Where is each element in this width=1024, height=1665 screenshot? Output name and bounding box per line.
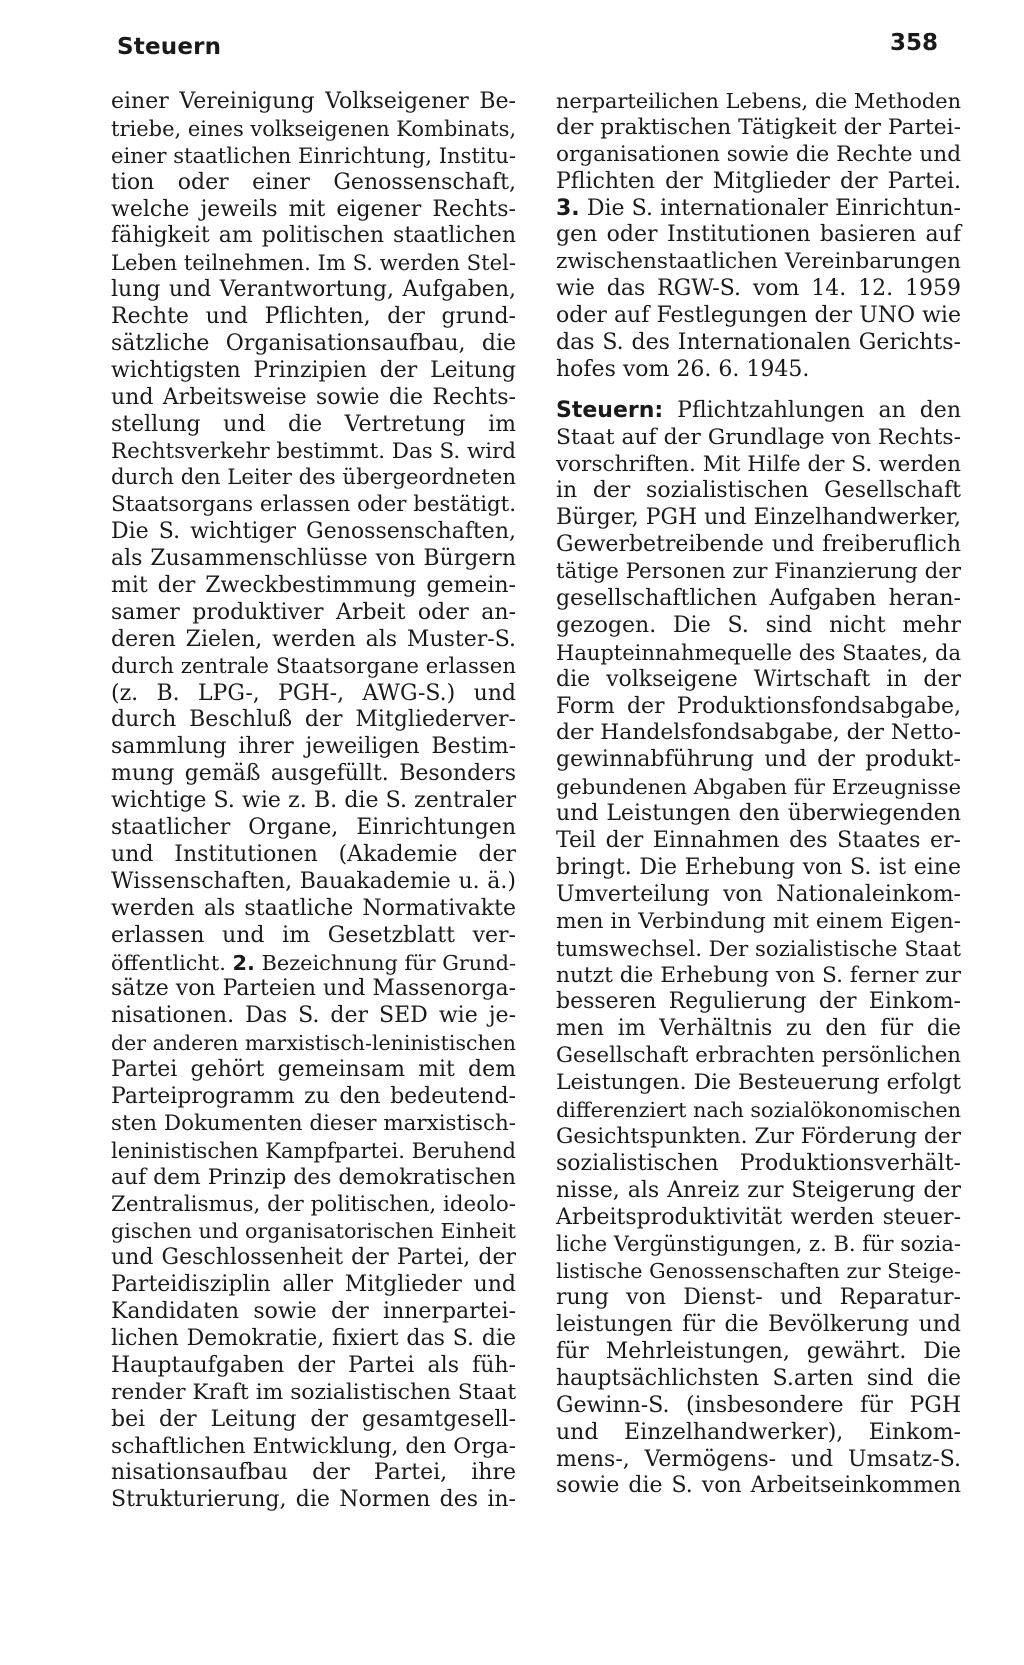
text-line: staatlicher Organe, Einrichtungen [111, 815, 516, 841]
text-line: öffentlicht. 2. Bezeichnung für Grund- [111, 950, 516, 975]
text-line: nisse, als Anreiz zur Steigerung der [556, 1177, 961, 1203]
text-line: men im Verhältnis zu den für die [556, 1016, 961, 1042]
text-line: (z. B. LPG-, PGH-, AWG-S.) und [111, 680, 516, 706]
text-line: und Arbeitsweise sowie die Rechts- [111, 384, 516, 410]
text-line: oder auf Festlegungen der UNO wie [556, 303, 961, 329]
text-line: einer staatlichen Einrichtung, Institu- [111, 142, 516, 168]
text-line: fähigkeit am politischen staatlichen [111, 223, 516, 249]
text-line: sowie die S. von Arbeitseinkommen [556, 1473, 961, 1499]
text-line: men in Verbindung mit einem Eigen- [556, 908, 961, 934]
text-line: lichen Demokratie, fixiert das S. die [111, 1325, 516, 1351]
text-line: und Leistungen den überwiegenden [556, 801, 961, 827]
text-line: tätige Personen zur Finanzierung der [556, 559, 962, 585]
text-line: einer Vereinigung Volkseigener Be- [111, 89, 516, 114]
text-line: nisationen. Das S. der SED wie je- [111, 1003, 516, 1029]
text-line: triebe, eines volkseigenen Kombinats, [111, 116, 517, 141]
text-line: lung und Verantwortung, Aufgaben, [111, 277, 516, 303]
text-line: 3. Die S. internationaler Einrichtun- [556, 195, 961, 221]
text-line: erlassen und im Gesetzblatt ver- [111, 922, 516, 948]
text-line: Form der Produktionsfondsabgabe, [556, 693, 961, 719]
text-line: mung gemäß ausgefüllt. Besonders [111, 761, 516, 787]
text-line: durch den Leiter des übergeordneten [111, 465, 516, 491]
text-line: sammlung ihrer jeweiligen Bestim- [111, 734, 516, 760]
text-line: besseren Regulierung der Einkom- [556, 989, 961, 1015]
text-line: stellung und die Vertretung im [111, 411, 516, 437]
text-line: Leben teilnehmen. Im S. werden Stel- [111, 250, 516, 276]
right-column [556, 88, 961, 1500]
text-line: Haupteinnahmequelle des Staates, da [556, 640, 961, 665]
text-line: mens-, Vermögens- und Umsatz-S. [556, 1446, 961, 1472]
text-line: wichtige S. wie z. B. die S. zentraler [111, 788, 516, 814]
text-line: organisationen sowie die Rechte und [556, 141, 962, 167]
text-line: leistungen für die Bevölkerung und [556, 1312, 961, 1338]
text-line: sozialistischen Produktionsverhält- [556, 1150, 961, 1176]
section-number: 2. [232, 950, 255, 975]
text-line: sätze von Parteien und Massenorga- [111, 976, 516, 1002]
section-number: 3. [556, 195, 580, 221]
text-line: listische Genossenschaften zur Steige- [556, 1259, 961, 1284]
text-line: Rechte und Pflichten, der grund- [111, 304, 516, 330]
text-line: sten Dokumenten dieser marxistisch- [111, 1110, 516, 1136]
text-line: und Institutionen (Akademie der [111, 841, 516, 867]
text-line: wie das RGW-S. vom 14. 12. 1959 [556, 276, 961, 302]
text-line: rung von Dienst- und Reparatur- [556, 1285, 961, 1311]
text-line: bei der Leitung der gesamtgesell- [111, 1406, 516, 1432]
text-line: tumswechsel. Der sozialistische Staat [556, 935, 961, 961]
text-line: das S. des Internationalen Gerichts- [556, 330, 961, 356]
text-line: Die S. wichtiger Genossenschaften, [111, 519, 516, 545]
text-line: Parteidisziplin aller Mitglieder und [111, 1272, 516, 1298]
text-line: gezogen. Die S. sind nicht mehr [556, 612, 961, 638]
text-line: Partei gehört gemeinsam mit dem [111, 1057, 516, 1083]
text-line: gewinnabführung und der produkt- [556, 747, 961, 773]
text-line: Gewinn-S. (insbesondere für PGH [556, 1392, 961, 1418]
text-line: in der sozialistischen Gesellschaft [556, 478, 961, 504]
text-line: Staat auf der Grundlage von Rechts- [556, 424, 961, 450]
text-line: Umverteilung von Nationaleinkom- [556, 881, 961, 907]
text-line: durch zentrale Staatsorgane erlassen [111, 653, 516, 679]
text-line: mit der Zweckbestimmung gemein- [111, 573, 516, 599]
text-line: Rechtsverkehr bestimmt. Das S. wird [111, 438, 516, 464]
text-line: sätzliche Organisationsaufbau, die [111, 331, 516, 357]
text-line: bringt. Die Erhebung von S. ist eine [556, 854, 961, 880]
text-line: der Handelsfondsabgabe, der Netto- [556, 720, 961, 746]
text-line: nisationsaufbau der Partei, ihre [111, 1460, 516, 1486]
text-line: Strukturierung, die Normen des in- [111, 1487, 516, 1513]
entry-gap [556, 384, 961, 398]
text-line: leninistischen Kampfpartei. Beruhend [111, 1137, 516, 1163]
text-line: gesellschaftlichen Aufgaben heran- [556, 586, 961, 612]
text-line: Hauptaufgaben der Partei als füh- [111, 1352, 516, 1378]
text-line: Gewerbetreibende und freiberuflich [556, 532, 961, 558]
text-line: gischen und organisatorischen Einheit [111, 1219, 516, 1244]
text-line: gen oder Institutionen basieren auf [556, 222, 961, 248]
text-line: Bürger, PGH und Einzelhandwerker, [556, 505, 961, 531]
text-line: render Kraft im sozialistischen Staat [111, 1379, 517, 1405]
text-line: auf dem Prinzip des demokratischen [111, 1164, 516, 1190]
text-line: und Geschlossenheit der Partei, der [111, 1245, 516, 1271]
text-line: liche Vergünstigungen, z. B. für sozia- [556, 1232, 961, 1257]
text-line: Kandidaten sowie der innerpartei- [111, 1299, 516, 1325]
text-line: tion oder einer Genossenschaft, [111, 169, 516, 195]
text-line: hauptsächlichsten S.arten sind die [556, 1365, 961, 1391]
text-line: die volkseigene Wirtschaft in der [556, 666, 961, 692]
text-line: Leistungen. Die Besteuerung erfolgt [556, 1070, 961, 1096]
text-line: Gesichtspunkten. Zur Förderung der [556, 1123, 961, 1149]
text-line: der praktischen Tätigkeit der Partei- [556, 114, 962, 140]
left-column [111, 89, 516, 1514]
text-line: gebundenen Abgaben für Erzeugnisse [556, 775, 961, 800]
text-line: werden als staatliche Normativakte [111, 895, 516, 921]
text-line: durch Beschluß der Mitgliederver- [111, 707, 516, 733]
text-line: Wissenschaften, Bauakademie u. ä.) [111, 868, 516, 894]
text-line: wichtigsten Prinzipien der Leitung [111, 357, 516, 383]
text-line: Zentralismus, der politischen, ideolo- [111, 1191, 516, 1217]
text-line: Gesellschaft erbrachten persönlichen [556, 1043, 961, 1069]
text-line: Arbeitsproduktivität werden steuer- [556, 1204, 961, 1230]
text-line: welche jeweils mit eigener Rechts- [111, 196, 516, 222]
page-number: 358 [889, 30, 938, 56]
entry-first-line: Steuern: Pflichtzahlungen an den [556, 397, 961, 423]
text-line: Pflichten der Mitglieder der Partei. [556, 168, 961, 194]
text-line: Parteiprogramm zu den bedeutend- [111, 1083, 516, 1109]
text-line: vorschriften. Mit Hilfe der S. werden [556, 451, 961, 477]
text-line: zwischenstaatlichen Vereinbarungen [556, 249, 961, 275]
text-line: nerparteilichen Lebens, die Methoden [556, 89, 961, 113]
text-line: als Zusammenschlüsse von Bürgern [111, 546, 516, 572]
text-line: Teil der Einnahmen des Staates er- [556, 828, 961, 854]
entry-headword: Steuern: [556, 397, 664, 423]
text-line: Staatsorgans erlassen oder bestätigt. [111, 492, 516, 518]
text-line: hofes vom 26. 6. 1945. [556, 356, 810, 382]
text-line: schaftlichen Entwicklung, den Orga- [111, 1433, 516, 1459]
text-line: differenziert nach sozialökonomischen [556, 1097, 961, 1122]
text-line: und Einzelhandwerker), Einkom- [556, 1419, 961, 1445]
running-head: Steuern [117, 34, 222, 60]
text-line: der anderen marxistisch-leninistischen [111, 1031, 516, 1056]
text-line: deren Zielen, werden als Muster-S. [111, 626, 516, 652]
text-line: für Mehrleistungen, gewährt. Die [556, 1338, 961, 1364]
text-line: samer produktiver Arbeit oder an- [111, 599, 516, 625]
text-line: nutzt die Erhebung von S. ferner zur [556, 962, 961, 988]
